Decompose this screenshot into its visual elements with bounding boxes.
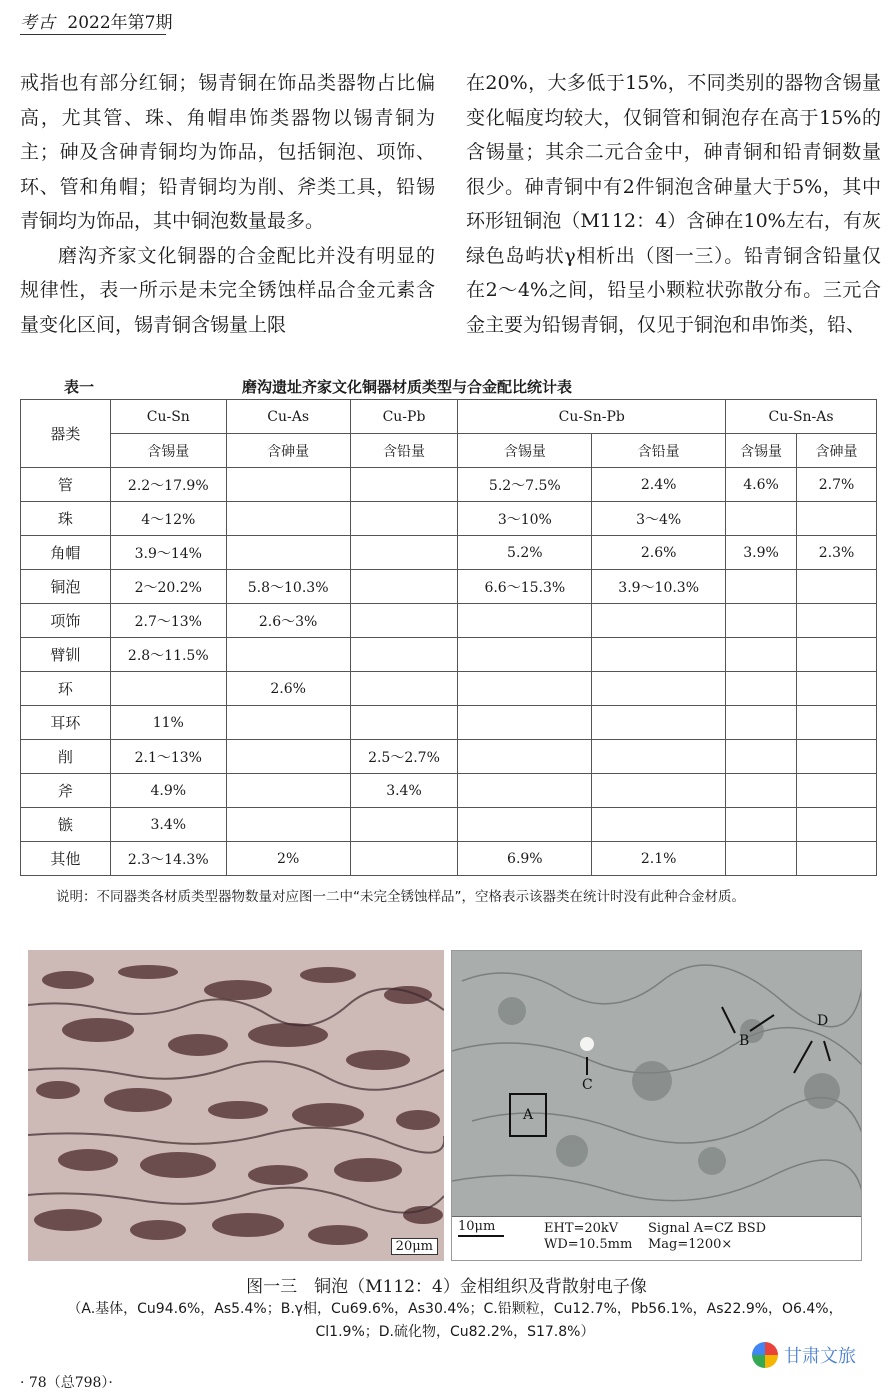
table-cell xyxy=(592,774,726,808)
watermark-logo-icon xyxy=(752,1342,778,1368)
row-category: 珠 xyxy=(21,502,111,536)
table-cell: 4.6% xyxy=(726,468,797,502)
group-header: Cu-Sn-As xyxy=(726,400,877,434)
table-cell: 2.3% xyxy=(797,536,877,570)
running-header xyxy=(20,8,173,33)
table-cell xyxy=(797,842,877,876)
table-cell xyxy=(726,604,797,638)
issue-label: 2022年第7期 xyxy=(67,13,173,33)
subheader: 含锡量 xyxy=(726,434,797,468)
table-cell xyxy=(797,774,877,808)
table-cell xyxy=(226,638,350,672)
table-cell xyxy=(797,672,877,706)
sem-texture xyxy=(452,951,862,1218)
table-row xyxy=(21,638,877,672)
table-cell xyxy=(592,706,726,740)
table-cell: 5.2% xyxy=(458,536,592,570)
table-cell xyxy=(797,604,877,638)
table-note: 说明：不同器类各材质类型器物数量对应图一二中“未完全锈蚀样品”，空格表示该器类在统计时没有此种合金材质。 xyxy=(56,889,745,905)
table-cell xyxy=(726,570,797,604)
table-cell: 2.3～14.3% xyxy=(110,842,226,876)
table-cell: 5.2～7.5% xyxy=(458,468,592,502)
table-row xyxy=(21,604,877,638)
table-cell: 6.6～15.3% xyxy=(458,570,592,604)
table-cell xyxy=(226,468,350,502)
table-cell xyxy=(458,672,592,706)
table-cell xyxy=(592,672,726,706)
table-cell xyxy=(797,570,877,604)
table-cell: 2.2～17.9% xyxy=(110,468,226,502)
group-header: Cu-Sn xyxy=(110,400,226,434)
table-cell xyxy=(350,638,458,672)
right-column xyxy=(466,66,881,342)
table-row xyxy=(21,706,877,740)
header-rule xyxy=(20,34,166,35)
row-category: 削 xyxy=(21,740,111,774)
table-cell: 2.5～2.7% xyxy=(350,740,458,774)
table-cell xyxy=(797,638,877,672)
table-row xyxy=(21,740,877,774)
table-cell xyxy=(458,638,592,672)
table-subheader-row xyxy=(21,434,877,468)
alloy-table xyxy=(20,399,877,876)
table-cell xyxy=(350,502,458,536)
subheader: 含锡量 xyxy=(458,434,592,468)
table-cell xyxy=(350,706,458,740)
row-category: 斧 xyxy=(21,774,111,808)
journal-name: 考古 xyxy=(20,13,56,33)
metallographic-texture xyxy=(28,950,444,1261)
table-cell: 11% xyxy=(110,706,226,740)
metallographic-image xyxy=(28,950,444,1261)
subheader: 含锡量 xyxy=(110,434,226,468)
table-cell: 4.9% xyxy=(110,774,226,808)
category-header: 器类 xyxy=(21,400,111,468)
table-cell xyxy=(458,604,592,638)
sem-eht: EHT=20kV xyxy=(544,1221,619,1236)
row-category: 管 xyxy=(21,468,111,502)
row-category: 项饰 xyxy=(21,604,111,638)
row-category: 角帽 xyxy=(21,536,111,570)
group-header: Cu-Pb xyxy=(350,400,458,434)
table-cell xyxy=(592,604,726,638)
table-row xyxy=(21,808,877,842)
table-row xyxy=(21,468,877,502)
sem-image xyxy=(451,950,862,1261)
label-a: A xyxy=(523,1107,534,1123)
table-cell xyxy=(110,672,226,706)
table-row xyxy=(21,536,877,570)
table-cell: 2～20.2% xyxy=(110,570,226,604)
sem-signal: Signal A=CZ BSD xyxy=(648,1221,767,1236)
table-cell: 6.9% xyxy=(458,842,592,876)
table-cell xyxy=(226,536,350,570)
table-cell xyxy=(726,808,797,842)
table-cell: 5.8～10.3% xyxy=(226,570,350,604)
table-cell xyxy=(350,604,458,638)
table-cell: 2% xyxy=(226,842,350,876)
table-cell: 2.6% xyxy=(226,672,350,706)
figure-caption: 图一三 铜泡（M112：4）金相组织及背散射电子像 xyxy=(246,1277,647,1297)
left-scale-bar: 20μm xyxy=(391,1238,438,1255)
table-cell xyxy=(592,740,726,774)
table-cell xyxy=(726,502,797,536)
left-column xyxy=(20,66,435,342)
table-cell: 2.6～3% xyxy=(226,604,350,638)
table-cell xyxy=(350,536,458,570)
table-cell xyxy=(350,468,458,502)
table-cell: 2.1～13% xyxy=(110,740,226,774)
table-cell xyxy=(726,740,797,774)
figure-subcaption: （A.基体，Cu94.6%，As5.4%；B.γ相，Cu69.6%，As30.4%；C.铅颗粒，Cu12.7%，Pb56.1%，As22.9%，O6.4%，Cl1.9%；D.硫化物，Cu82.2%，S17.8%） xyxy=(67,1301,843,1340)
table-cell xyxy=(797,502,877,536)
watermark-text: 甘肃文旅 xyxy=(784,1346,856,1367)
table-cell: 4～12% xyxy=(110,502,226,536)
sem-wd: WD=10.5mm xyxy=(544,1237,633,1252)
sem-info-bar xyxy=(452,1216,861,1260)
subheader: 含铅量 xyxy=(592,434,726,468)
table-cell: 3.4% xyxy=(110,808,226,842)
row-category: 臂钏 xyxy=(21,638,111,672)
right-scale-bar: 10μm xyxy=(458,1219,504,1237)
table-number: 表一 xyxy=(64,378,95,396)
group-header: Cu-Sn-Pb xyxy=(458,400,726,434)
table-cell: 3.9～14% xyxy=(110,536,226,570)
row-category: 环 xyxy=(21,672,111,706)
table-row xyxy=(21,774,877,808)
page-number: · 78（总798）· xyxy=(20,1375,113,1391)
table-cell: 2.7～13% xyxy=(110,604,226,638)
table-row xyxy=(21,672,877,706)
table-cell xyxy=(226,502,350,536)
label-b: B xyxy=(739,1033,750,1049)
table-cell xyxy=(726,774,797,808)
table-cell xyxy=(226,808,350,842)
table-row xyxy=(21,570,877,604)
table-cell: 3～10% xyxy=(458,502,592,536)
table-title: 磨沟遗址齐家文化铜器材质类型与合金配比统计表 xyxy=(242,378,573,396)
table-cell xyxy=(458,706,592,740)
table-cell: 3.4% xyxy=(350,774,458,808)
table-cell xyxy=(458,808,592,842)
table-cell xyxy=(226,740,350,774)
table-cell xyxy=(726,842,797,876)
table-cell: 3.9% xyxy=(726,536,797,570)
table-cell xyxy=(726,672,797,706)
table-cell xyxy=(350,672,458,706)
table-cell xyxy=(797,740,877,774)
label-d: D xyxy=(817,1013,829,1029)
subheader: 含砷量 xyxy=(226,434,350,468)
table-cell xyxy=(458,740,592,774)
table-cell xyxy=(592,808,726,842)
table-cell xyxy=(797,808,877,842)
row-category: 耳环 xyxy=(21,706,111,740)
right-paragraph-1: 在20%，大多低于15%，不同类别的器物含锡量变化幅度均较大，仅铜管和铜泡存在高于15%的含锡量；其余二元合金中，砷青铜和铅青铜数量很少。砷青铜中有2件铜泡含砷量大于5%，其中环形钮铜泡（M112：4）含砷在10%左右，有灰绿色岛屿状γ相析出（图一三）。铅青铜含铅量仅在2～4%之间，铅呈小颗粒状弥散分布。三元合金主要为铅锡青铜，仅见于铜泡和串饰类，铅、 xyxy=(466,72,881,336)
table-cell: 2.6% xyxy=(592,536,726,570)
table-header-row xyxy=(21,400,877,434)
table-cell xyxy=(458,774,592,808)
watermark xyxy=(752,1342,856,1368)
table-cell xyxy=(797,706,877,740)
subheader: 含铅量 xyxy=(350,434,458,468)
table-cell xyxy=(350,570,458,604)
row-category: 镞 xyxy=(21,808,111,842)
row-category: 铜泡 xyxy=(21,570,111,604)
left-paragraph-1: 戒指也有部分红铜；锡青铜在饰品类器物占比偏高，尤其管、珠、角帽串饰类器物以锡青铜为主；砷及含砷青铜均为饰品，包括铜泡、项饰、环、管和角帽；铅青铜均为削、斧类工具，铅锡青铜均为饰品，其中铜泡数量最多。 xyxy=(20,72,435,232)
row-category: 其他 xyxy=(21,842,111,876)
table-cell xyxy=(226,774,350,808)
table-row xyxy=(21,502,877,536)
table-cell: 2.4% xyxy=(592,468,726,502)
table-body xyxy=(21,468,877,876)
sem-mag: Mag=1200× xyxy=(648,1237,733,1252)
table-cell xyxy=(592,638,726,672)
table-row xyxy=(21,842,877,876)
table-cell: 3～4% xyxy=(592,502,726,536)
subheader: 含砷量 xyxy=(797,434,877,468)
table-cell: 3.9～10.3% xyxy=(592,570,726,604)
table-cell: 2.1% xyxy=(592,842,726,876)
table-cell: 2.7% xyxy=(797,468,877,502)
table-cell xyxy=(726,706,797,740)
left-paragraph-2: 磨沟齐家文化铜器的合金配比并没有明显的规律性，表一所示是未完全锈蚀样品合金元素含量变化区间，锡青铜含锡量上限 xyxy=(20,244,435,336)
group-header: Cu-As xyxy=(226,400,350,434)
table-cell xyxy=(350,808,458,842)
table-cell xyxy=(226,706,350,740)
label-c: C xyxy=(582,1077,593,1093)
table-cell xyxy=(726,638,797,672)
table-cell: 2.8～11.5% xyxy=(110,638,226,672)
table-cell xyxy=(350,842,458,876)
